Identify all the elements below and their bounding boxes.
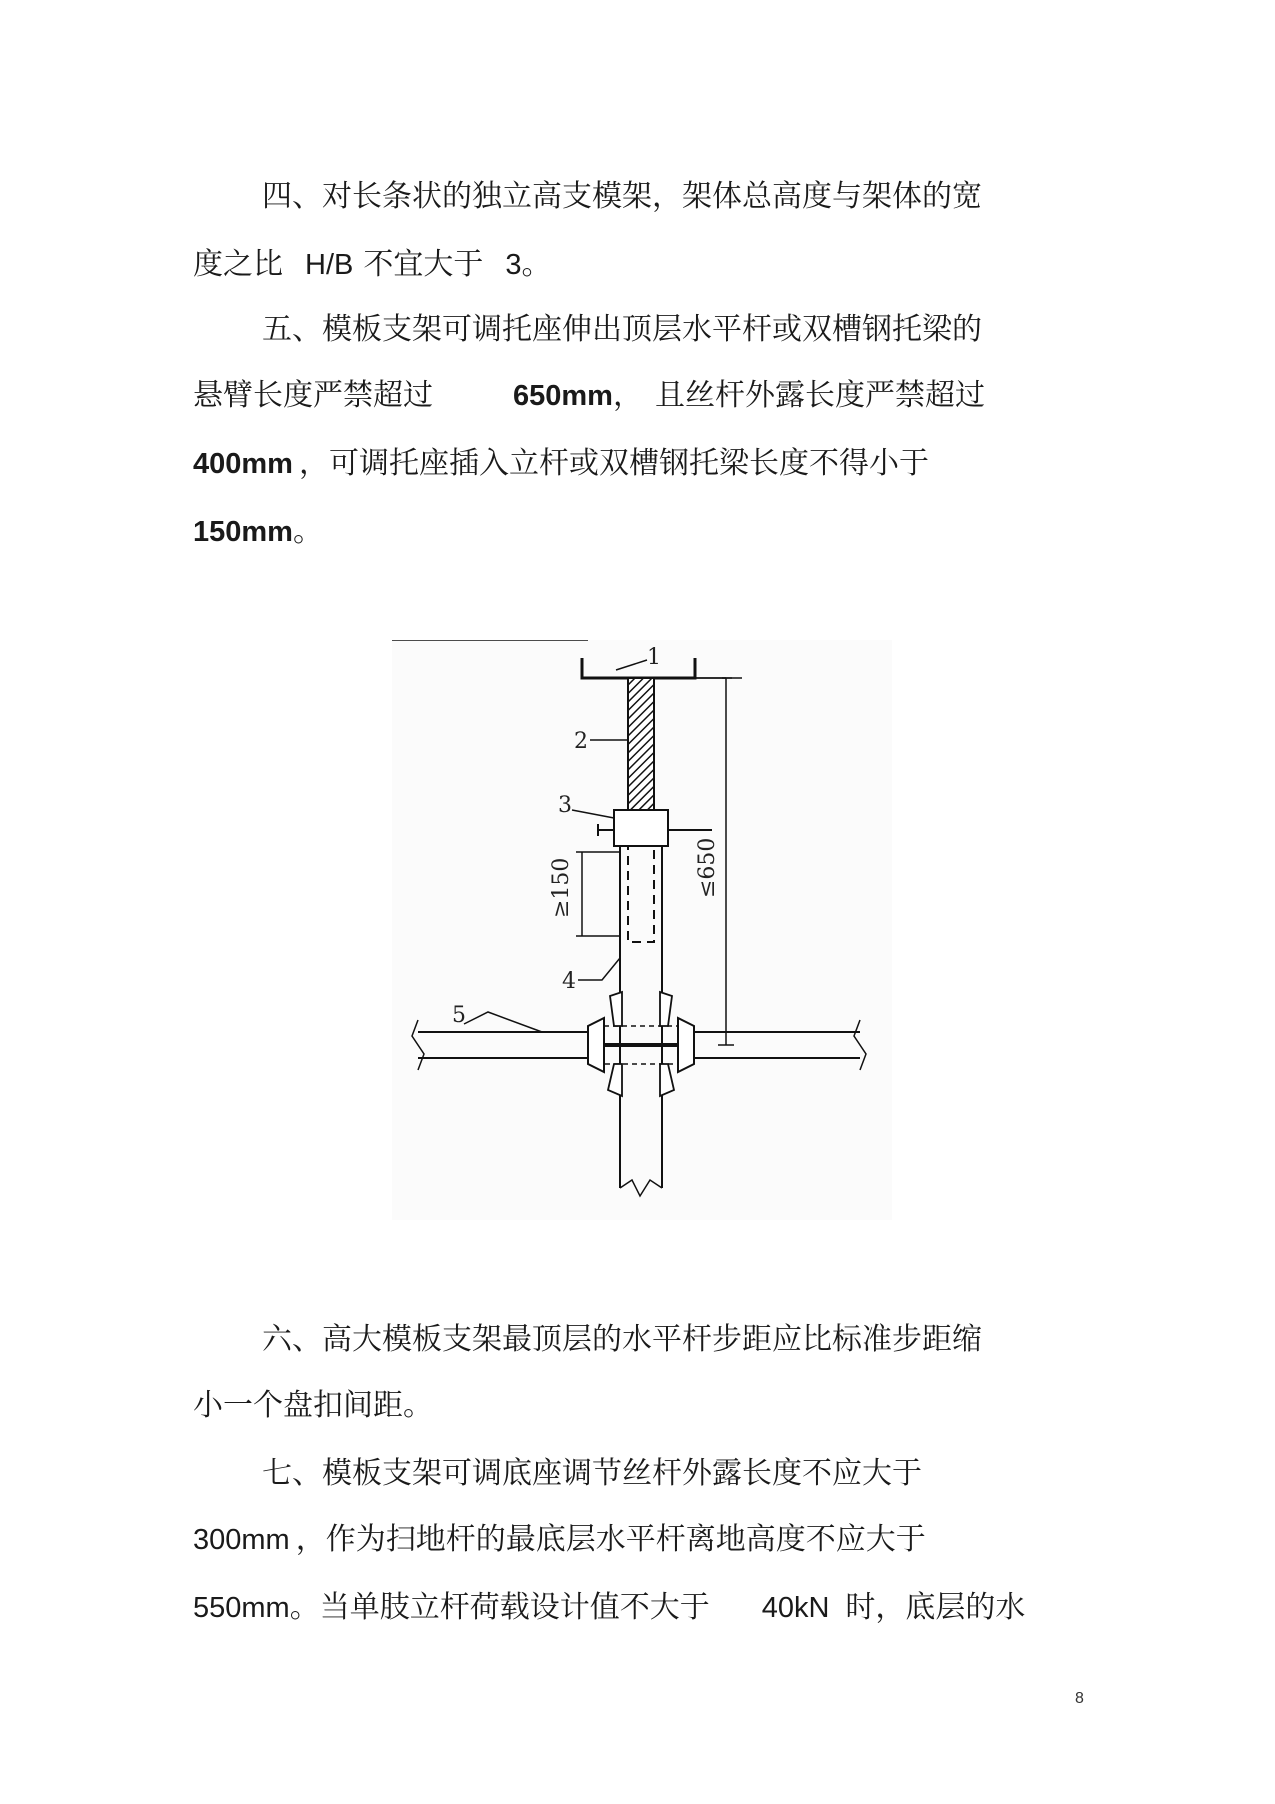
dim-insert-length: ≥150: [549, 857, 574, 918]
paragraph-7-line-3: 550mm。当单肢立杆荷载设计值不大于 40kN 时，底层的水: [193, 1590, 1026, 1625]
value-400mm: 400mm: [193, 448, 293, 480]
paragraph-5-line-3: 400mm ，可调托座插入立杆或双槽钢托梁长度不得小于: [193, 446, 929, 481]
dim-cantilever-length: ≤650: [695, 837, 720, 898]
label-3: 3: [558, 793, 572, 818]
label-4: 4: [562, 969, 576, 994]
value-550mm: 550mm: [193, 1592, 290, 1624]
label-5: 5: [452, 1003, 466, 1028]
ratio-hb: H/B: [305, 249, 354, 281]
support-diagram-svg: [392, 640, 892, 1220]
value-650mm: 650mm: [513, 380, 613, 412]
page-number: 8: [1075, 1690, 1084, 1707]
paragraph-4-line-1: 四、对长条状的独立高支模架，架体总高度与架体的宽: [262, 179, 982, 214]
label-1: 1: [647, 645, 661, 670]
value-40kn: 40kN: [761, 1592, 830, 1624]
paragraph-5-line-1: 五、模板支架可调托座伸出顶层水平杆或双槽钢托梁的: [262, 312, 982, 347]
paragraph-5-line-4: 150mm。: [193, 514, 323, 549]
paragraph-6-line-1: 六、高大模板支架最顶层的水平杆步距应比标准步距缩: [262, 1322, 982, 1357]
paragraph-6-line-2: 小一个盘扣间距。: [193, 1388, 433, 1423]
value-150mm: 150mm: [193, 516, 293, 548]
paragraph-7-line-2: 300mm ，作为扫地杆的最底层水平杆离地高度不应大于: [193, 1522, 926, 1557]
value-300mm: 300mm: [193, 1524, 290, 1556]
screw-rod: [628, 678, 654, 810]
paragraph-5-line-2: 悬臂长度严禁超过 650mm， 且丝杆外露长度严禁超过: [193, 378, 985, 413]
label-2: 2: [574, 729, 588, 754]
paragraph-4-line-2: 度之比 H/B 不宜大于 3。: [193, 247, 552, 282]
support-diagram: [392, 640, 892, 1220]
paragraph-7-line-1: 七、模板支架可调底座调节丝杆外露长度不应大于: [262, 1456, 922, 1491]
adjusting-nut: [614, 810, 668, 846]
ratio-limit: 3: [505, 249, 522, 281]
